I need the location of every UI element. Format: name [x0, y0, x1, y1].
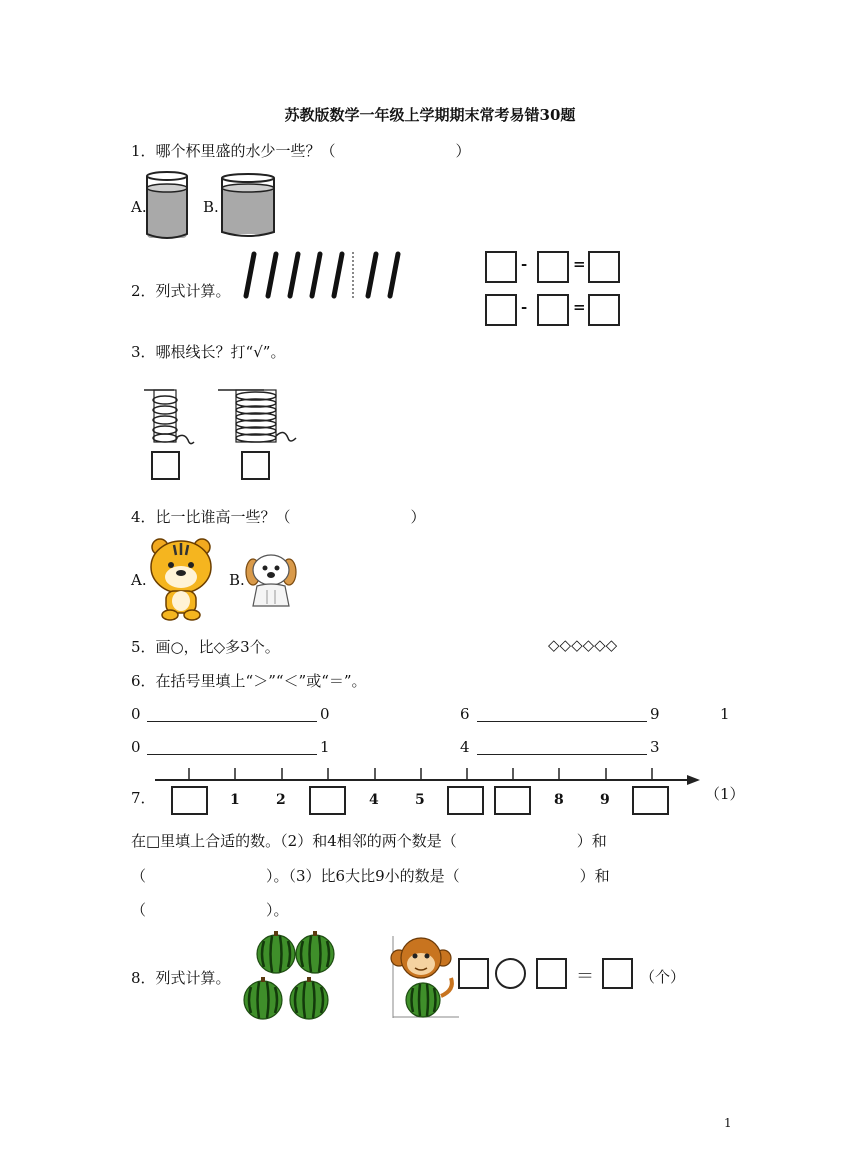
q2-answer-box[interactable]	[537, 251, 569, 283]
number-line	[155, 765, 700, 789]
tick-label: 4	[369, 792, 379, 808]
coil-b-icon	[214, 386, 298, 448]
diamond-row: ◇◇◇◇◇◇	[548, 636, 618, 654]
q2-answer-box[interactable]	[588, 294, 620, 326]
tick-label: 1	[230, 792, 240, 808]
q2-text: 2．列式计算。	[131, 282, 231, 300]
q4-text: 4．比一比谁高一些？（ ）	[131, 508, 426, 526]
q2-answer-box[interactable]	[485, 294, 517, 326]
q8-text: 8．列式计算。	[131, 969, 231, 987]
q5-text: 5．画○，比◇多3个。	[131, 638, 280, 656]
q7-answer-box[interactable]	[171, 786, 208, 815]
tiger-icon	[146, 537, 216, 621]
q7-line-1: 在□里填上合适的数。（2）和4相邻的两个数是（ ）和	[131, 832, 607, 850]
q1-option-b-label: B.	[203, 198, 219, 216]
cup-a-icon	[144, 170, 190, 242]
q8-unit-label: （个）	[640, 968, 686, 986]
tick-label: 2	[276, 792, 286, 808]
q3-text: 3．哪根线长？打“√”。	[131, 343, 286, 361]
q6-answer-line[interactable]	[147, 754, 317, 755]
coil-a-icon	[140, 386, 196, 448]
q2-minus-sign: -	[521, 298, 528, 316]
q6-left-value: 4	[460, 738, 470, 756]
q6-answer-line[interactable]	[477, 721, 647, 722]
q7-part-1-label: （1）	[705, 785, 745, 803]
q2-answer-box[interactable]	[485, 251, 517, 283]
q2-minus-sign: -	[521, 255, 528, 273]
q8-operator-circle[interactable]	[495, 958, 526, 989]
tick-label: 8	[554, 792, 564, 808]
page-number: 1	[724, 1116, 732, 1130]
q7-answer-box[interactable]	[632, 786, 669, 815]
q6-answer-line[interactable]	[477, 754, 647, 755]
q7-number: 7．	[131, 789, 156, 807]
q8-answer-box[interactable]	[458, 958, 489, 989]
watermelons-icon	[242, 930, 337, 1024]
q8-answer-box[interactable]	[602, 958, 633, 989]
q1-text: 1．哪个杯里盛的水少一些？（ ）	[131, 142, 471, 160]
tick-label: 5	[415, 792, 425, 808]
q6-right-value: 9	[650, 705, 660, 723]
q4-option-a-label: A.	[131, 571, 147, 589]
q8-answer-box[interactable]	[536, 958, 567, 989]
sticks-icon	[242, 250, 402, 300]
q6-text: 6．在括号里填上“＞”“＜”或“＝”。	[131, 672, 367, 690]
q6-trailing-value: 1	[720, 705, 730, 723]
page-title: 苏教版数学一年级上学期期末常考易错30题	[284, 106, 576, 124]
cup-b-icon	[219, 172, 277, 240]
q6-answer-line[interactable]	[147, 721, 317, 722]
q6-left-value: 6	[460, 705, 470, 723]
q3-check-box-b[interactable]	[241, 451, 270, 480]
q6-right-value: 3	[650, 738, 660, 756]
monkey-icon	[389, 936, 459, 1018]
puppy-icon	[243, 552, 299, 610]
q7-answer-box[interactable]	[494, 786, 531, 815]
q7-line-2: （ ）。（3）比6大比9小的数是（ ）和	[131, 867, 610, 885]
q6-left-value: 0	[131, 738, 141, 756]
q1-option-a-label: A.	[131, 198, 147, 216]
q2-equals-sign: =	[573, 255, 586, 273]
q3-check-box-a[interactable]	[151, 451, 180, 480]
q7-line-3: （ ）。	[131, 901, 289, 919]
q6-left-value: 0	[131, 705, 141, 723]
q4-option-b-label: B.	[229, 571, 245, 589]
q2-answer-box[interactable]	[588, 251, 620, 283]
q8-equals-sign: ＝	[576, 966, 594, 987]
q2-answer-box[interactable]	[537, 294, 569, 326]
q7-answer-box[interactable]	[309, 786, 346, 815]
q7-answer-box[interactable]	[447, 786, 484, 815]
tick-label: 9	[600, 792, 610, 808]
q2-equals-sign: =	[573, 298, 586, 316]
q6-right-value: 0	[320, 705, 330, 723]
q6-right-value: 1	[320, 738, 330, 756]
